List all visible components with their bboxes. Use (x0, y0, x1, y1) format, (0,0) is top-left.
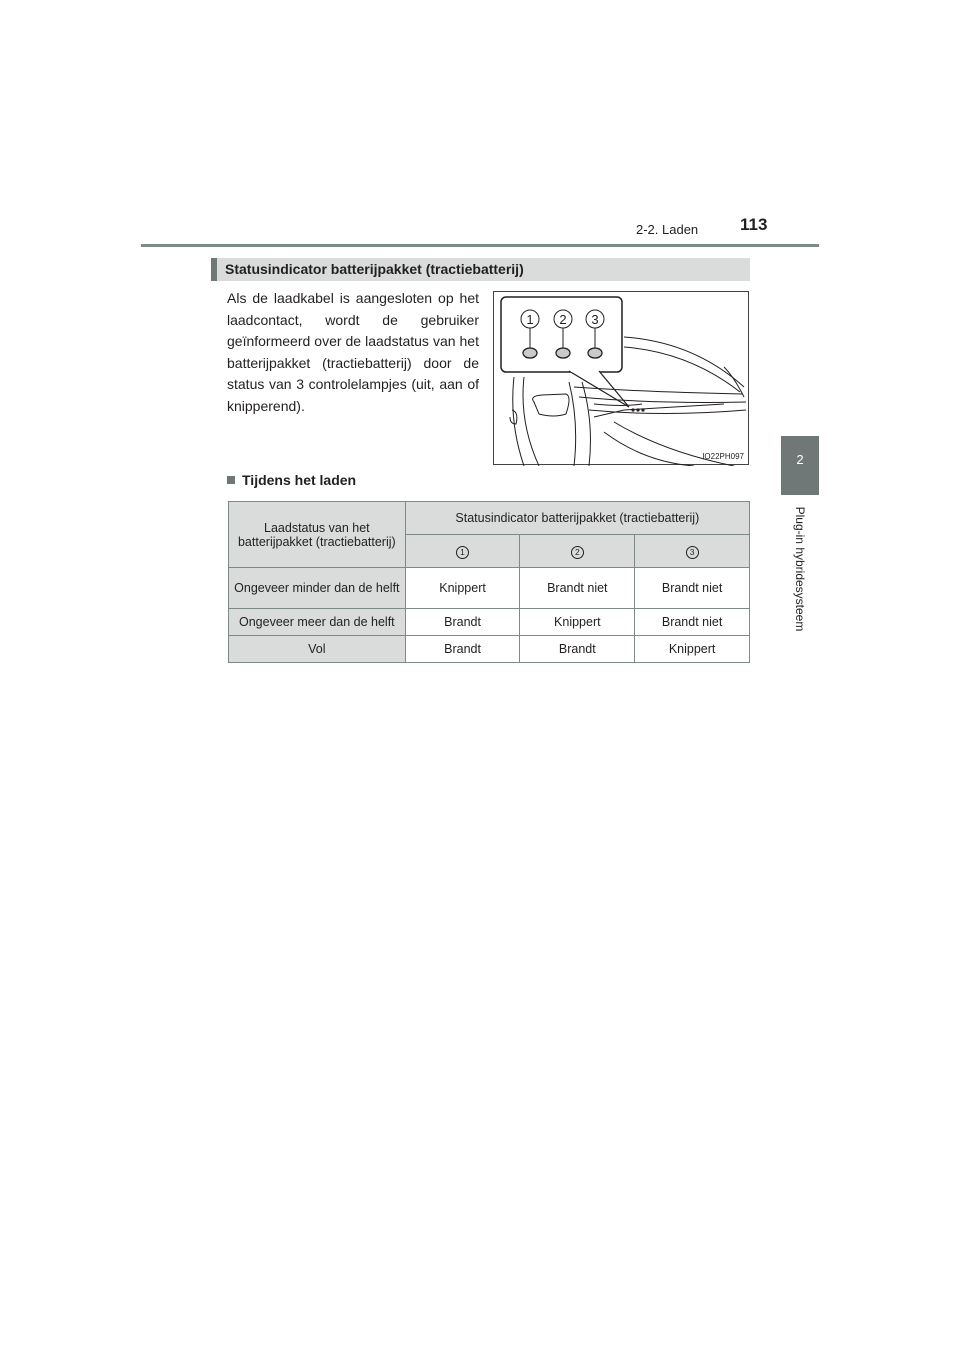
callout-2: 2 (559, 312, 567, 327)
indicator-cell: Knippert (405, 568, 520, 609)
indicator-cell: Brandt (520, 636, 635, 663)
indicator-illustration (493, 291, 749, 465)
bullet-square-icon (227, 476, 235, 484)
indicator-cell: Brandt (405, 636, 520, 663)
column-header-2 (520, 535, 635, 568)
callout-1: 1 (526, 312, 534, 327)
section-title: Statusindicator batterijpakket (tractiebatterij) (225, 261, 524, 277)
section-header: 2-2. Laden (636, 222, 699, 237)
chapter-number: 2 (796, 452, 804, 467)
circled-number-3: 3 (686, 546, 699, 559)
group-header-cell: Statusindicator batterijpakket (tractiebatterij) (405, 502, 749, 535)
indicator-cell: Knippert (520, 609, 635, 636)
status-cell: Ongeveer minder dan de helft (229, 568, 406, 609)
column-header-1 (405, 535, 520, 568)
dashboard-drawing (494, 292, 750, 466)
section-accent (211, 258, 217, 281)
indicator-cell: Brandt niet (635, 609, 750, 636)
subheading-text: Tijdens het laden (242, 472, 357, 488)
callout-3: 3 (591, 312, 599, 327)
table-row (229, 609, 750, 636)
status-cell: Vol (229, 636, 406, 663)
header-rule (141, 244, 819, 247)
column-header-3 (635, 535, 750, 568)
section-title-bar (211, 258, 750, 281)
table-row (229, 568, 750, 609)
subheading (227, 472, 356, 488)
circled-number-1: 1 (456, 546, 469, 559)
row-header-cell: Laadstatus van het batterijpakket (tractiebatterij) (229, 502, 406, 568)
circled-number-2: 2 (571, 546, 584, 559)
indicator-cell: Brandt niet (635, 568, 750, 609)
chapter-label: Plug-in hybridesysteem (793, 506, 807, 632)
table-row (229, 636, 750, 663)
status-table (228, 501, 750, 663)
status-cell: Ongeveer meer dan de helft (229, 609, 406, 636)
page-number: 113 (740, 215, 768, 234)
indicator-cell: Knippert (635, 636, 750, 663)
indicator-cell: Brandt niet (520, 568, 635, 609)
intro-paragraph: Als de laadkabel is aangesloten op het laadcontact, wordt de gebruiker geïnformeerd over de laadstatus van het batterijpakket (tractiebatterij) door de status van 3 controlelampjes (uit, aan of knipperend). (227, 290, 479, 414)
figure-code: IO22PH097 (702, 452, 744, 461)
indicator-cell: Brandt (405, 609, 520, 636)
